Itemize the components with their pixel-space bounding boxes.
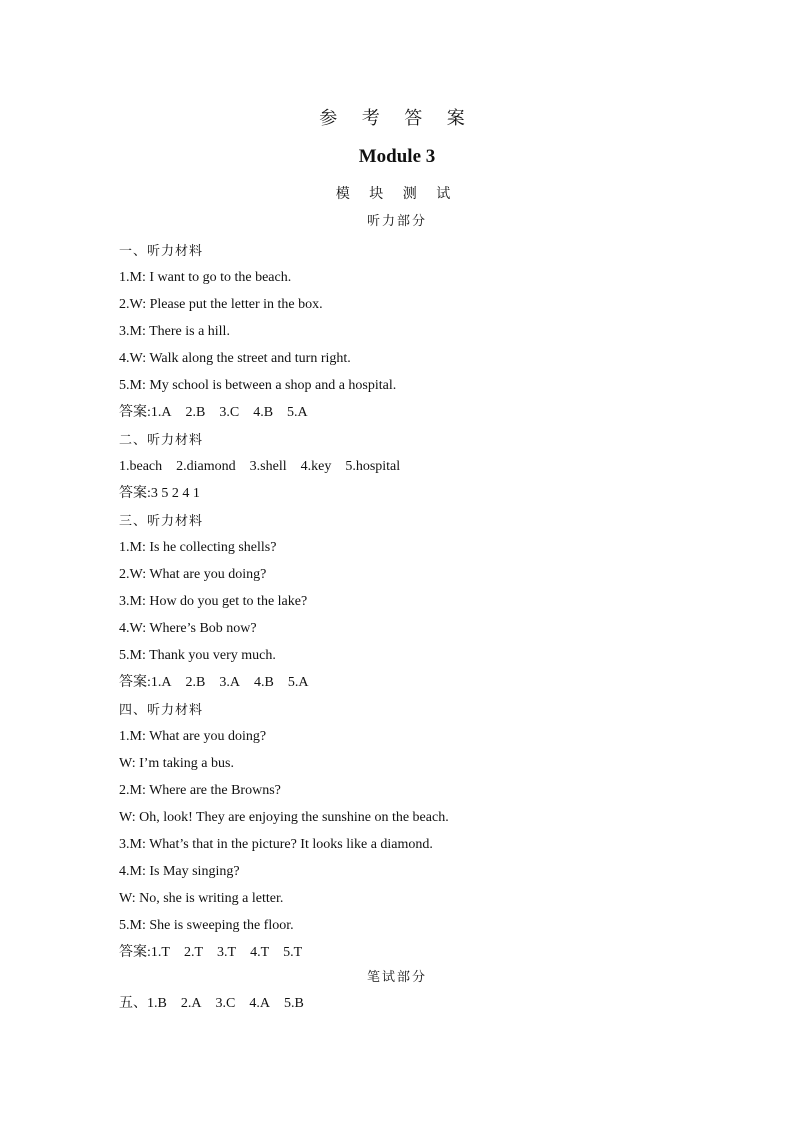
s4-line-2: W: I’m taking a bus. bbox=[119, 756, 234, 771]
s3-answer-3: 3.A bbox=[219, 675, 240, 690]
s4-answer-1: 1.T bbox=[150, 945, 170, 960]
s4-answer-2: 2.T bbox=[183, 945, 204, 960]
s4-line-3: 2.M: Where are the Browns? bbox=[119, 783, 281, 798]
s2-word-2: 2.diamond bbox=[176, 459, 236, 474]
s1-line-2: 2.W: Please put the letter in the box. bbox=[119, 297, 323, 312]
section-3-heading: 三、听力材料 bbox=[119, 513, 204, 528]
s2-words-line bbox=[119, 453, 739, 480]
listening-content bbox=[119, 237, 739, 966]
s4-line-5: 3.M: What’s that in the picture? It looks like a diamond. bbox=[119, 837, 433, 852]
s4-answer-3: 3.T bbox=[217, 945, 237, 960]
test-subtitle: 模 块 测 试 bbox=[335, 187, 459, 202]
s4-line-7: W: No, she is writing a letter. bbox=[119, 891, 284, 906]
s2-word-5: 5.hospital bbox=[345, 459, 401, 474]
s2-word-4: 4.key bbox=[300, 459, 332, 474]
s3-answer-4: 4.B bbox=[253, 675, 274, 690]
s1-line-4: 4.W: Walk along the street and turn right. bbox=[119, 351, 351, 366]
s3-answer-5: 5.A bbox=[287, 675, 309, 690]
s1-answer-prefix: 答案: bbox=[119, 405, 151, 420]
s1-answer-line bbox=[119, 399, 739, 426]
s1-line-5: 5.M: My school is between a shop and a hospital. bbox=[119, 378, 397, 393]
s5-answer-4: 4.A bbox=[249, 996, 270, 1011]
writing-content bbox=[119, 990, 739, 1017]
s3-answer-prefix: 答案: bbox=[119, 675, 151, 690]
s3-line-4: 4.W: Where’s Bob now? bbox=[119, 621, 257, 636]
s2-answer-line: 答案:3 5 2 4 1 bbox=[119, 486, 200, 501]
s5-answer-1: 1.B bbox=[147, 996, 167, 1011]
s1-answer-1: 1.A bbox=[150, 405, 172, 420]
s3-line-1: 1.M: Is he collecting shells? bbox=[119, 540, 277, 555]
s3-line-3: 3.M: How do you get to the lake? bbox=[119, 594, 308, 609]
s3-answer-2: 2.B bbox=[185, 675, 206, 690]
s3-line-5: 5.M: Thank you very much. bbox=[119, 648, 276, 663]
s4-line-4: W: Oh, look! They are enjoying the sunshine on the beach. bbox=[119, 810, 449, 825]
s5-answer-2: 2.A bbox=[180, 996, 202, 1011]
s1-answer-3: 3.C bbox=[219, 405, 240, 420]
s5-answer-line bbox=[119, 990, 739, 1017]
s1-answer-4: 4.B bbox=[253, 405, 274, 420]
s2-word-3: 3.shell bbox=[249, 459, 287, 474]
s1-line-1: 1.M: I want to go to the beach. bbox=[119, 270, 292, 285]
section-2-heading: 二、听力材料 bbox=[119, 432, 204, 447]
s3-answer-1: 1.A bbox=[150, 675, 172, 690]
section-1-heading: 一、听力材料 bbox=[119, 243, 204, 258]
s4-line-1: 1.M: What are you doing? bbox=[119, 729, 267, 744]
s5-prefix: 五、 bbox=[119, 996, 147, 1011]
s4-answer-prefix: 答案: bbox=[119, 945, 151, 960]
section-4-heading: 四、听力材料 bbox=[119, 702, 204, 717]
listening-part-heading: 听力部分 bbox=[366, 213, 427, 228]
s2-word-1: 1.beach bbox=[119, 459, 163, 474]
writing-part-heading: 笔试部分 bbox=[366, 969, 427, 984]
s1-answer-2: 2.B bbox=[185, 405, 206, 420]
s1-line-3: 3.M: There is a hill. bbox=[119, 324, 230, 339]
s4-answer-line bbox=[119, 939, 739, 966]
page-title: 参 考 答 案 bbox=[319, 108, 475, 128]
s4-answer-5: 5.T bbox=[283, 945, 303, 960]
s4-line-6: 4.M: Is May singing? bbox=[119, 864, 240, 879]
s5-answer-5: 5.B bbox=[283, 996, 304, 1011]
s5-answer-3: 3.C bbox=[215, 996, 236, 1011]
s4-answer-4: 4.T bbox=[250, 945, 270, 960]
s3-line-2: 2.W: What are you doing? bbox=[119, 567, 267, 582]
module-title: Module 3 bbox=[358, 146, 436, 167]
s1-answer-5: 5.A bbox=[287, 405, 308, 420]
s4-line-8: 5.M: She is sweeping the floor. bbox=[119, 918, 294, 933]
s3-answer-line bbox=[119, 669, 739, 696]
